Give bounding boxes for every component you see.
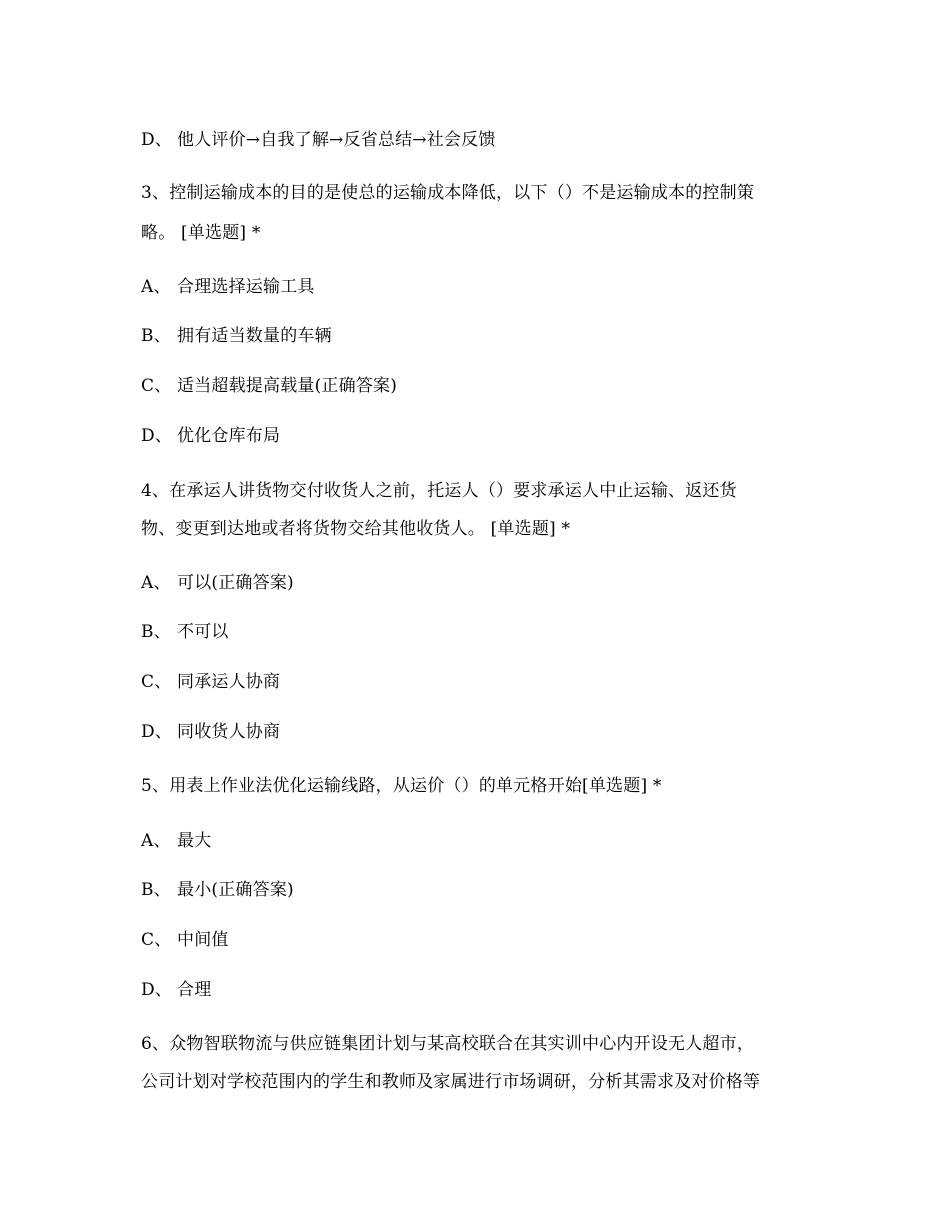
option-letter: D、	[141, 426, 173, 446]
question-4-option-d	[141, 721, 280, 743]
option-letter: B、	[141, 880, 171, 900]
option-text: 中间值	[177, 930, 229, 950]
option-text: 拥有适当数量的车辆	[177, 326, 332, 346]
question-3-stem-line-2: 略。 [单选题] *	[141, 223, 261, 243]
option-text: 同收货人协商	[177, 722, 281, 742]
question-5-option-c	[141, 929, 229, 951]
question-4-option-a	[141, 572, 294, 594]
option-letter: D、	[141, 130, 173, 150]
option-text: 合理	[177, 980, 212, 1000]
option-letter: C、	[141, 672, 172, 692]
option-d	[141, 129, 496, 151]
question-4-stem-line-1: 4、在承运人讲货物交付收货人之前，托运人（）要求承运人中止运输、返还货	[141, 481, 737, 501]
question-6-stem-line-1: 6、众物智联物流与供应链集团计划与某高校联合在其实训中心内开设无人超市，	[141, 1034, 755, 1054]
question-4-option-b	[141, 621, 229, 643]
question-6-stem-line-2: 公司计划对学校范围内的学生和教师及家属进行市场调研，分析其需求及对价格等	[141, 1072, 761, 1092]
option-text: 合理选择运输工具	[177, 277, 315, 297]
option-text: 适当超载提高载量(正确答案)	[177, 376, 398, 396]
question-4-option-c	[141, 671, 280, 693]
option-text: 不可以	[177, 622, 229, 642]
option-text: 最小(正确答案)	[177, 880, 294, 900]
option-letter: D、	[141, 722, 173, 742]
option-letter: B、	[141, 326, 171, 346]
question-3-stem-line-1: 3、控制运输成本的目的是使总的运输成本降低，以下（）不是运输成本的控制策	[141, 183, 755, 203]
option-letter: A、	[141, 573, 171, 593]
option-text: 优化仓库布局	[177, 426, 281, 446]
option-letter: C、	[141, 376, 172, 396]
question-5-option-d	[141, 979, 211, 1001]
option-text: 最大	[177, 831, 212, 851]
question-3-option-a	[141, 276, 315, 298]
option-letter: C、	[141, 930, 172, 950]
option-text: 可以(正确答案)	[177, 573, 294, 593]
option-letter: A、	[141, 831, 171, 851]
option-letter: D、	[141, 980, 173, 1000]
question-3-option-c	[141, 375, 397, 397]
question-5-option-b	[141, 879, 294, 901]
option-text: 同承运人协商	[177, 672, 281, 692]
option-letter: B、	[141, 622, 171, 642]
question-5-option-a	[141, 830, 211, 852]
question-3-option-b	[141, 325, 332, 347]
question-5-stem-line-1: 5、用表上作业法优化运输线路，从运价（）的单元格开始[单选题] *	[141, 776, 662, 796]
option-text: 他人评价→自我了解→反省总结→社会反馈	[177, 130, 496, 150]
question-4-stem-line-2: 物、变更到达地或者将货物交给其他收货人。 [单选题] *	[141, 519, 571, 539]
option-letter: A、	[141, 277, 171, 297]
question-3-option-d	[141, 425, 280, 447]
